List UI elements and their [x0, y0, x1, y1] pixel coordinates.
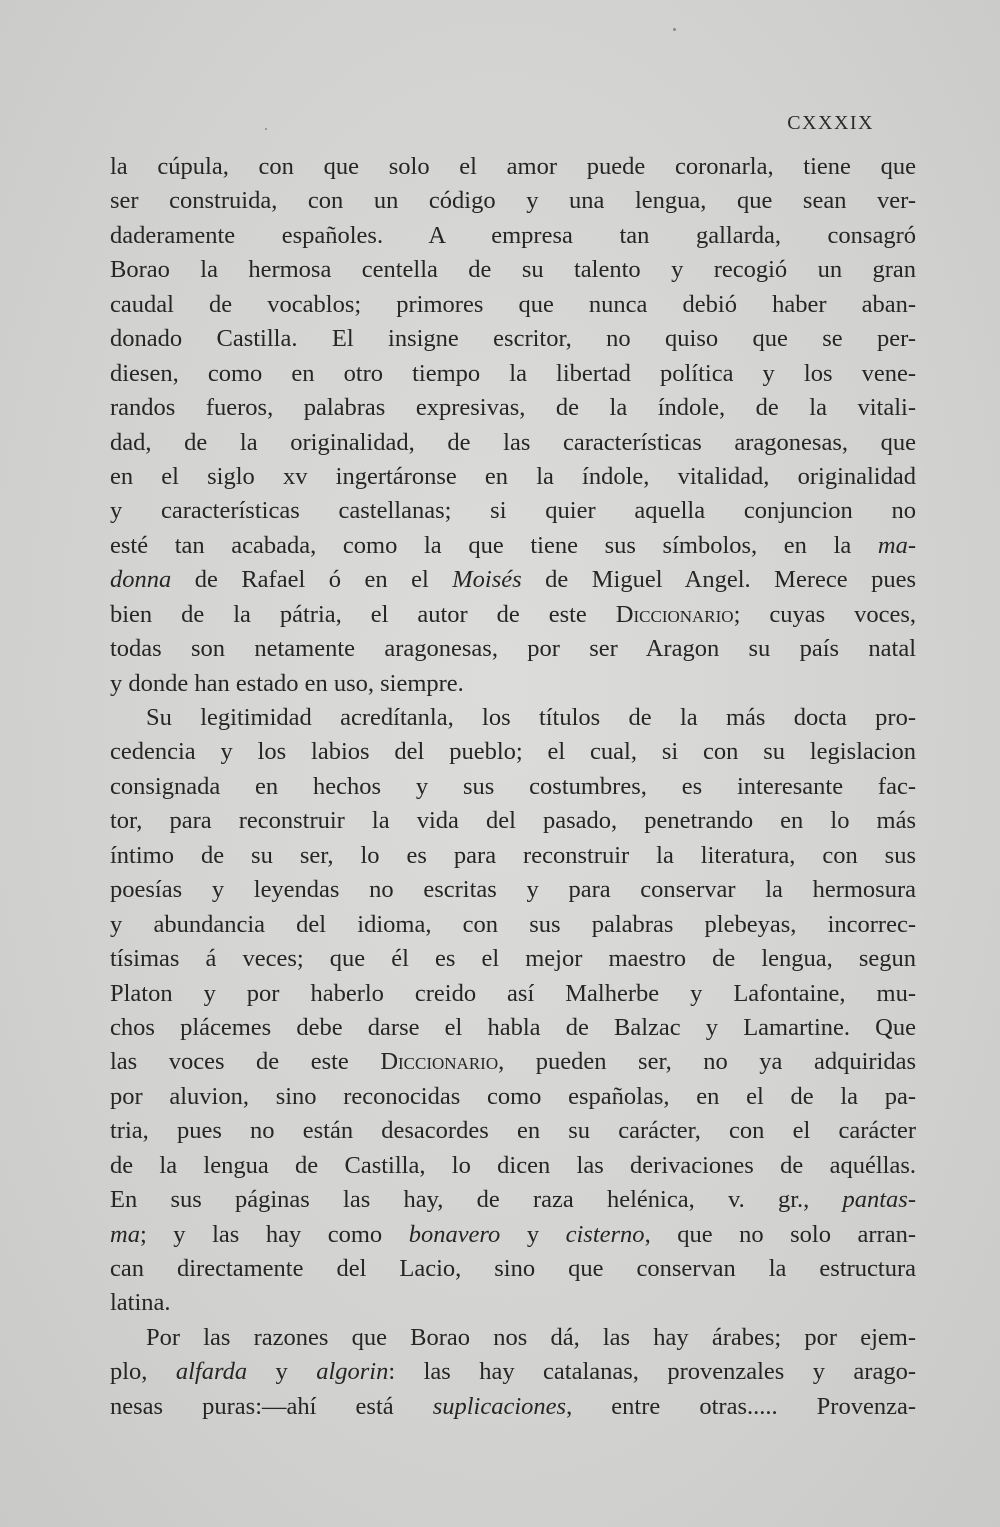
- paper-speck: [265, 128, 267, 130]
- text-run: las voces de este: [110, 1048, 381, 1076]
- italic-word: cisterno: [565, 1220, 645, 1248]
- text-run: de Rafael ó en el: [171, 566, 453, 594]
- text-line: [110, 1321, 916, 1355]
- text-line: [110, 735, 916, 769]
- text-run: la cúpula, con que solo el amor puede coronarla, tiene que: [110, 153, 916, 180]
- text-run: donado Castilla. El insigne escritor, no quiso que se per-: [110, 325, 916, 353]
- italic-word: ma-: [877, 531, 916, 559]
- text-line: [110, 873, 916, 907]
- italic-word: pantas-: [842, 1186, 916, 1214]
- text-line: [110, 1080, 916, 1114]
- text-run: y características castellanas; si quier aquella conjuncion no: [110, 497, 916, 525]
- text-line: [110, 977, 916, 1011]
- text-line: [110, 219, 916, 253]
- text-line: [110, 804, 916, 838]
- body-text: [110, 150, 916, 1424]
- text-run: tor, para reconstruir la vida del pasado, penetrando en lo más: [110, 807, 916, 835]
- small-caps-word: Diccionario: [380, 1048, 499, 1076]
- text-run: en el siglo xv ingertáronse en la índole, vitalidad, originalidad: [110, 462, 916, 490]
- text-run: nesas puras:—ahí está: [110, 1392, 433, 1420]
- text-run: Su legitimidad acredítanla, los títulos de la más docta pro-: [146, 704, 916, 731]
- text-run: cedencia y los labios del pueblo; el cual, si con su legislacion: [110, 738, 916, 766]
- text-run: y donde han estado en uso, siempre.: [110, 669, 464, 697]
- italic-word: ma: [110, 1220, 140, 1248]
- text-line: [110, 942, 916, 976]
- text-run: ser construida, con un código y una lengua, que sean ver-: [110, 187, 916, 215]
- text-run: tria, pues no están desacordes en su carácter, con el carácter: [110, 1117, 916, 1145]
- text-line: [110, 391, 916, 425]
- text-run: plo,: [110, 1358, 176, 1386]
- page-number: CXXXIX: [787, 112, 874, 134]
- text-line: [110, 1355, 916, 1389]
- text-line: [110, 184, 916, 218]
- italic-word: bonavero: [408, 1220, 501, 1248]
- text-line: [110, 1011, 916, 1045]
- text-line: [110, 1114, 916, 1148]
- text-run: , entre otras..... Provenza-: [566, 1392, 916, 1420]
- text-run: por aluvion, sino reconocidas como españolas, en el de la pa-: [110, 1082, 916, 1110]
- italic-word: Moisés: [452, 566, 522, 594]
- text-line: [110, 357, 916, 391]
- text-line: [110, 598, 916, 632]
- text-run: can directamente del Lacio, sino que conservan la estructura: [110, 1255, 916, 1282]
- text-line: [110, 1390, 916, 1424]
- text-run: poesías y leyendas no escritas y para conservar la hermosura: [110, 876, 916, 904]
- paper-speck: [673, 28, 676, 31]
- text-line: [110, 150, 916, 184]
- text-line: [110, 494, 916, 528]
- text-run: : las hay catalanas, provenzales y arago-: [388, 1358, 916, 1386]
- text-run: ; y las hay como: [139, 1220, 409, 1248]
- text-run: , que no solo arran-: [644, 1220, 916, 1248]
- text-run: tísimas á veces; que él es el mejor maestro de lengua, segun: [110, 945, 916, 973]
- text-run: bien de la pátria, el autor de este: [110, 600, 616, 628]
- text-run: y abundancia del idioma, con sus palabras plebeyas, incorrec-: [110, 910, 916, 938]
- text-line: [110, 253, 916, 287]
- italic-word: suplicaciones: [432, 1392, 567, 1420]
- text-line: [110, 1149, 916, 1183]
- text-run: chos plácemes debe darse el habla de Balzac y Lamartine. Que: [110, 1013, 916, 1041]
- text-line: [110, 1252, 916, 1286]
- text-run: de Miguel Angel. Merece pues: [521, 566, 916, 594]
- text-line: [110, 839, 916, 873]
- text-run: íntimo de su ser, lo es para reconstruir la literatura, con sus: [110, 841, 916, 869]
- text-line: [110, 667, 916, 701]
- text-line: [110, 426, 916, 460]
- text-line: [110, 288, 916, 322]
- text-line: [110, 529, 916, 563]
- text-run: Platon y por haberlo creido así Malherbe y Lafontaine, mu-: [110, 979, 916, 1007]
- text-line: [110, 632, 916, 666]
- text-run: esté tan acabada, como la que tiene sus símbolos, en la: [110, 531, 878, 559]
- text-run: latina.: [110, 1289, 171, 1317]
- text-run: daderamente españoles. A empresa tan gallarda, consagró: [110, 221, 916, 249]
- text-run: todas son netamente aragonesas, por ser Aragon su país natal: [110, 635, 916, 663]
- text-line: [110, 1045, 916, 1079]
- italic-word: algorin: [316, 1358, 389, 1386]
- italic-word: alfarda: [175, 1358, 248, 1386]
- text-run: de la lengua de Castilla, lo dicen las derivaciones de aquéllas.: [110, 1151, 916, 1179]
- text-run: caudal de vocablos; primores que nunca debió haber aban-: [110, 290, 916, 318]
- text-run: y: [247, 1358, 317, 1386]
- text-run: consignada en hechos y sus costumbres, es interesante fac-: [110, 772, 916, 800]
- text-run: randos fueros, palabras expresivas, de la índole, de la vitali-: [110, 394, 916, 422]
- text-line: [110, 908, 916, 942]
- text-run: ; cuyas voces,: [733, 600, 917, 628]
- text-run: Borao la hermosa centella de su talento y recogió un gran: [110, 256, 916, 284]
- text-line: [110, 701, 916, 735]
- text-run: En sus páginas las hay, de raza helénica, v. gr.,: [110, 1186, 843, 1214]
- small-caps-word: Diccionario: [615, 600, 734, 628]
- text-line: [110, 322, 916, 356]
- text-run: , pueden ser, no ya adquiridas: [498, 1048, 917, 1076]
- text-run: Por las razones que Borao nos dá, las hay árabes; por ejem-: [146, 1323, 916, 1351]
- text-run: diesen, como en otro tiempo la libertad política y los vene-: [110, 359, 916, 387]
- text-line: [110, 460, 916, 494]
- text-line: [110, 1183, 916, 1217]
- text-line: [110, 1286, 916, 1320]
- text-line: [110, 1218, 916, 1252]
- text-line: [110, 563, 916, 597]
- text-line: [110, 770, 916, 804]
- text-run: dad, de la originalidad, de las características aragonesas, que: [110, 428, 916, 456]
- text-run: y: [500, 1220, 566, 1248]
- italic-word: donna: [110, 566, 172, 594]
